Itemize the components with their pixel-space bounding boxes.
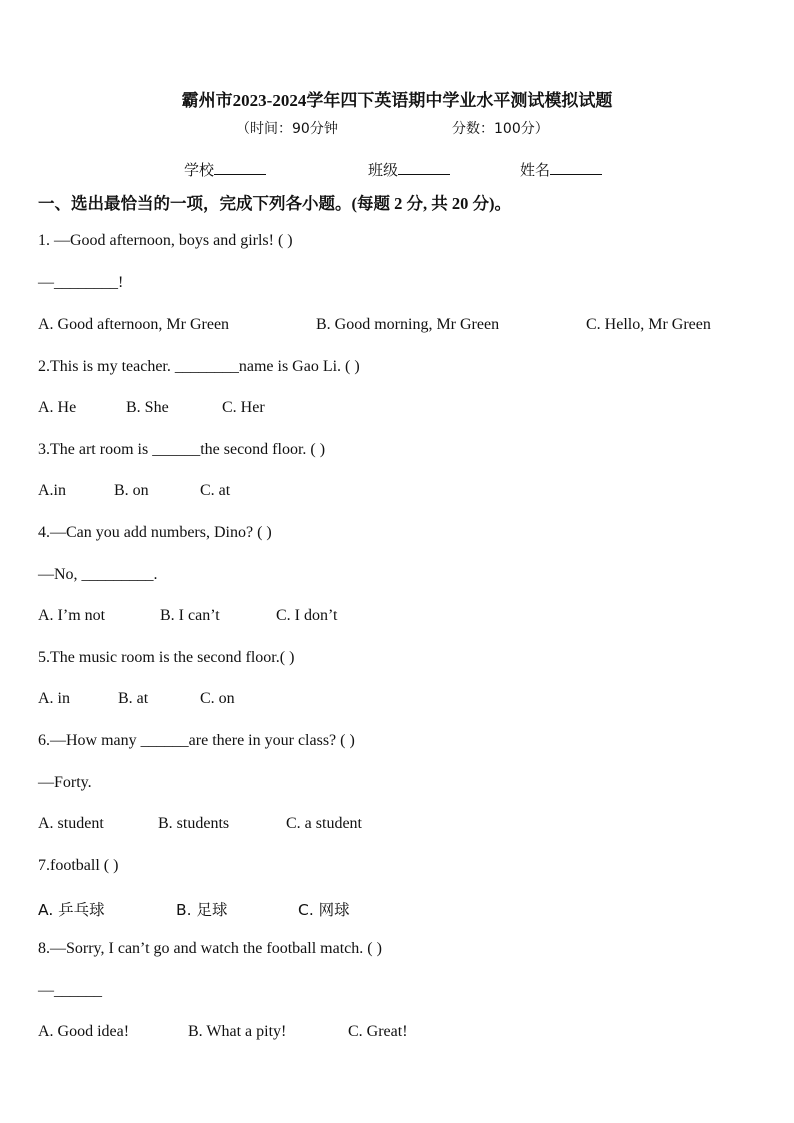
question-6-option-c: C. a student <box>286 815 362 832</box>
question-6-option-b: B. students <box>158 815 230 832</box>
question-4-reply: —No, _________. <box>38 566 158 583</box>
question-2-stem: 2.This is my teacher. ________name is Gao Li. ( ) <box>38 358 360 375</box>
question-3-option-c: C. at <box>200 482 231 499</box>
question-1-reply: —________! <box>38 274 124 291</box>
question-6-stem: 6.—How many ______are there in your class? ( ) <box>38 732 355 749</box>
question-4-option-a: A. I’m not <box>38 607 106 624</box>
question-7-option-a: A. 乒乓球 <box>38 901 105 919</box>
exam-time: （时间：90分钟 <box>236 121 338 137</box>
question-1-option-b: B. Good morning, Mr Green <box>316 316 500 333</box>
section-heading: 一、选出最恰当的一项，完成下列各小题。(每题 2 分, 共 20 分)。 <box>38 194 511 213</box>
name-field <box>520 159 602 180</box>
question-3-option-a: A.in <box>38 482 66 499</box>
question-4-option-c: C. I don’t <box>276 607 338 624</box>
question-1-stem: 1. —Good afternoon, boys and girls! ( ) <box>38 232 293 249</box>
school-field <box>184 159 266 180</box>
question-8-reply: —______ <box>38 982 102 999</box>
question-5-option-c: C. on <box>200 690 235 707</box>
question-2-option-b: B. She <box>126 399 169 416</box>
question-7-option-c: C. 网球 <box>298 901 350 919</box>
school-blank <box>214 162 266 175</box>
name-label: 姓名 <box>520 161 551 179</box>
class-label: 班级 <box>368 161 399 179</box>
question-7-option-b: B. 足球 <box>176 901 228 919</box>
school-label: 学校 <box>184 161 215 179</box>
question-2-option-a: A. He <box>38 399 77 416</box>
question-6-reply: —Forty. <box>38 774 92 791</box>
exam-score: 分数：100分） <box>452 121 549 137</box>
question-3-stem: 3.The art room is ______the second floor. ( ) <box>38 441 326 458</box>
question-4-option-b: B. I can’t <box>160 607 220 624</box>
question-2-option-c: C. Her <box>222 399 265 416</box>
question-5-option-b: B. at <box>118 690 149 707</box>
name-blank <box>550 162 602 175</box>
question-1-option-c: C. Hello, Mr Green <box>586 316 711 333</box>
question-7-stem: 7.football ( ) <box>38 857 119 874</box>
question-5-stem: 5.The music room is the second floor.( ) <box>38 649 295 666</box>
question-3-option-b: B. on <box>114 482 149 499</box>
question-5-option-a: A. in <box>38 690 70 707</box>
class-blank <box>398 162 450 175</box>
class-field <box>368 159 450 180</box>
question-1-option-a: A. Good afternoon, Mr Green <box>38 316 230 333</box>
question-8-option-b: B. What a pity! <box>188 1023 287 1040</box>
question-8-option-c: C. Great! <box>348 1023 408 1040</box>
question-6-option-a: A. student <box>38 815 104 832</box>
question-8-stem: 8.—Sorry, I can’t go and watch the football match. ( ) <box>38 940 382 957</box>
question-4-stem: 4.—Can you add numbers, Dino? ( ) <box>38 524 272 541</box>
page-title: 霸州市2023-2024学年四下英语期中学业水平测试模拟试题 <box>181 91 613 110</box>
question-8-option-a: A. Good idea! <box>38 1023 130 1040</box>
